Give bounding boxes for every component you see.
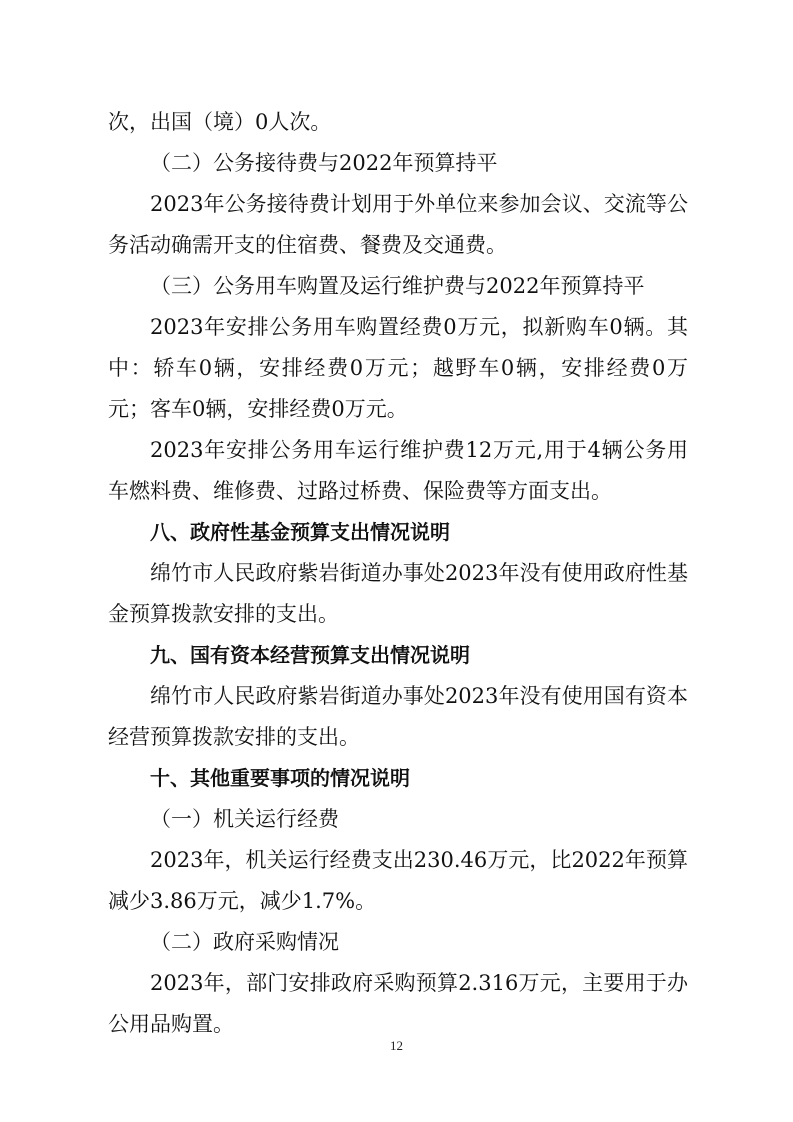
section-heading-government-fund: 八、政府性基金预算支出情况说明: [150, 520, 450, 544]
paragraph-line: 金预算拨款安排的支出。: [108, 602, 339, 626]
paragraph-line: 经营预算拨款安排的支出。: [108, 725, 360, 749]
paragraph-line: 公用品购置。: [108, 1012, 234, 1036]
paragraph-line: 2023年，机关运行经费支出230.46万元，比2022年预算: [150, 848, 688, 872]
paragraph-line: 2023年，部门安排政府采购预算2.316万元，主要用于办: [150, 971, 688, 995]
paragraph-line: 绵竹市人民政府紫岩街道办事处2023年没有使用政府性基: [150, 561, 688, 585]
paragraph-line: 2023年安排公务用车运行维护费12万元,用于4辆公务用: [150, 438, 688, 462]
section-heading-other-matters: 十、其他重要事项的情况说明: [150, 766, 410, 790]
subsection-heading-procurement: （二）政府采购情况: [150, 930, 339, 954]
paragraph-line: 车燃料费、维修费、过路过桥费、保险费等方面支出。: [108, 479, 612, 503]
paragraph-line: 减少3.86万元，减少1.7%。: [108, 889, 377, 913]
paragraph-line: 元；客车0辆，安排经费0万元。: [108, 397, 408, 421]
paragraph-line: 2023年安排公务用车购置经费0万元，拟新购车0辆。其: [150, 315, 688, 339]
paragraph-line: 次，出国（境）0人次。: [108, 110, 332, 134]
subsection-heading-vehicle-fee: （三）公务用车购置及运行维护费与2022年预算持平: [150, 274, 645, 298]
paragraph-line: 绵竹市人民政府紫岩街道办事处2023年没有使用国有资本: [150, 684, 688, 708]
paragraph-line: 中：轿车0辆，安排经费0万元；越野车0辆，安排经费0万: [108, 356, 688, 380]
paragraph-line: 2023年公务接待费计划用于外单位来参加会议、交流等公: [150, 192, 688, 216]
page-number: 12: [390, 1038, 403, 1053]
subsection-heading-reception-fee: （二）公务接待费与2022年预算持平: [150, 151, 498, 175]
paragraph-line: 务活动确需开支的住宿费、餐费及交通费。: [108, 233, 507, 257]
subsection-heading-operating-expenses: （一）机关运行经费: [150, 807, 339, 831]
section-heading-state-capital: 九、国有资本经营预算支出情况说明: [150, 643, 470, 667]
